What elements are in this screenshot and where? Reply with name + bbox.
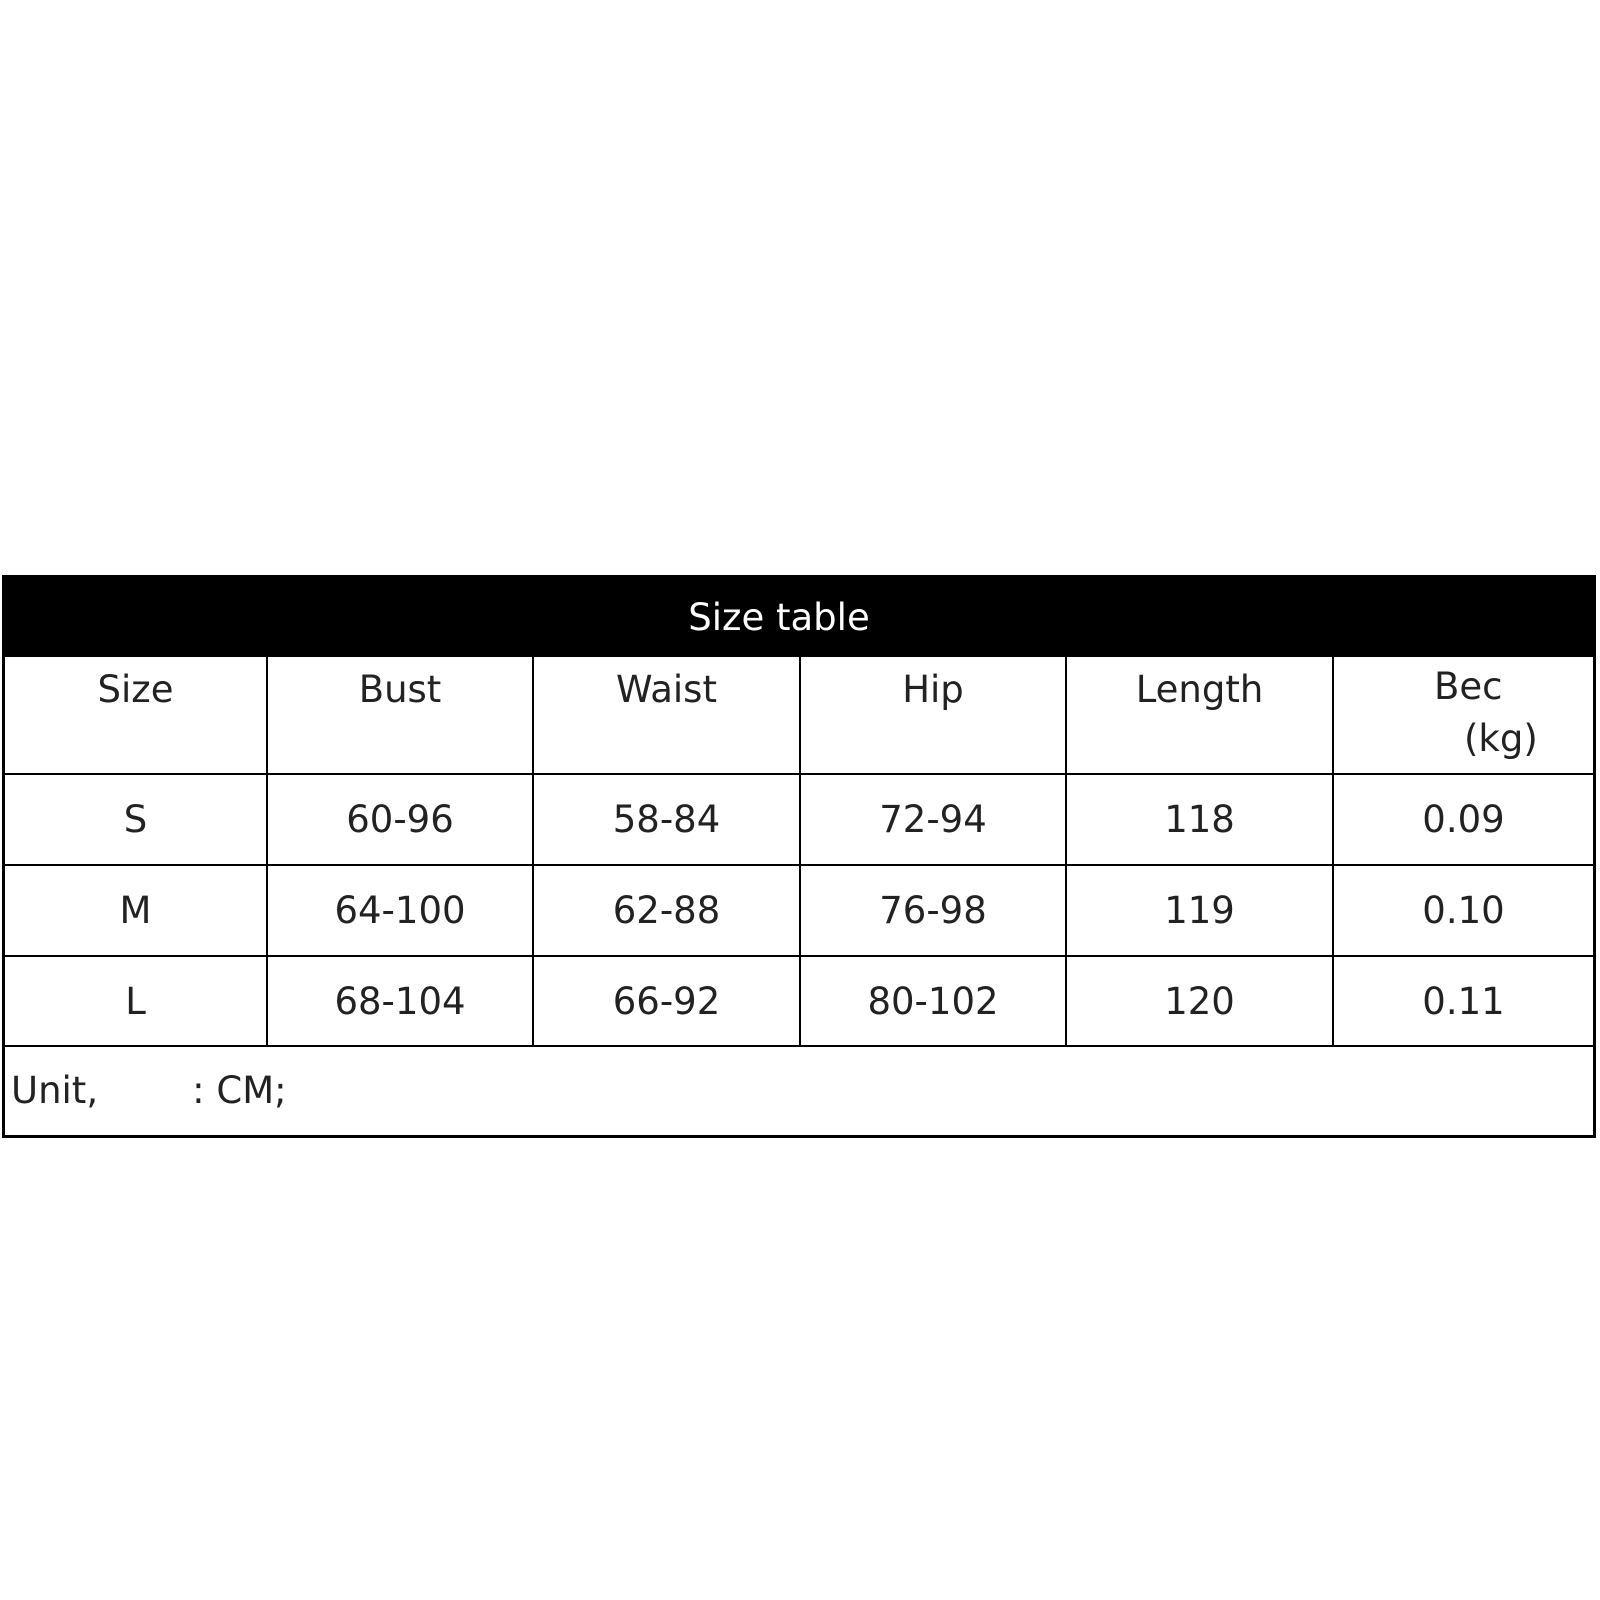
table-title: Size table xyxy=(5,578,1593,657)
cell-length-m: 119 xyxy=(1067,866,1334,957)
cell-bust-s: 60-96 xyxy=(268,775,534,866)
cell-bust-l: 68-104 xyxy=(268,957,534,1047)
cell-hip-s: 72-94 xyxy=(801,775,1067,866)
cell-weight-m: 0.10 xyxy=(1334,866,1593,957)
cell-waist-m: 62-88 xyxy=(534,866,801,957)
size-grid xyxy=(5,657,1593,1135)
cell-length-l: 120 xyxy=(1067,957,1334,1047)
unit-note: Unit, : CM; xyxy=(11,1069,287,1112)
cell-size-l: L xyxy=(5,957,268,1047)
size-table xyxy=(2,575,1596,1138)
cell-length-s: 118 xyxy=(1067,775,1334,866)
cell-size-m: M xyxy=(5,866,268,957)
header-weight xyxy=(1334,657,1593,775)
cell-waist-s: 58-84 xyxy=(534,775,801,866)
header-weight-label: Bec xyxy=(1434,665,1503,708)
header-hip: Hip xyxy=(801,657,1067,775)
header-bust: Bust xyxy=(268,657,534,775)
cell-waist-l: 66-92 xyxy=(534,957,801,1047)
cell-weight-s: 0.09 xyxy=(1334,775,1593,866)
header-length: Length xyxy=(1067,657,1334,775)
cell-hip-l: 80-102 xyxy=(801,957,1067,1047)
cell-bust-m: 64-100 xyxy=(268,866,534,957)
header-weight-unit: (kg) xyxy=(1464,717,1538,760)
cell-weight-l: 0.11 xyxy=(1334,957,1593,1047)
cell-size-s: S xyxy=(5,775,268,866)
header-size: Size xyxy=(5,657,268,775)
header-waist: Waist xyxy=(534,657,801,775)
cell-hip-m: 76-98 xyxy=(801,866,1067,957)
